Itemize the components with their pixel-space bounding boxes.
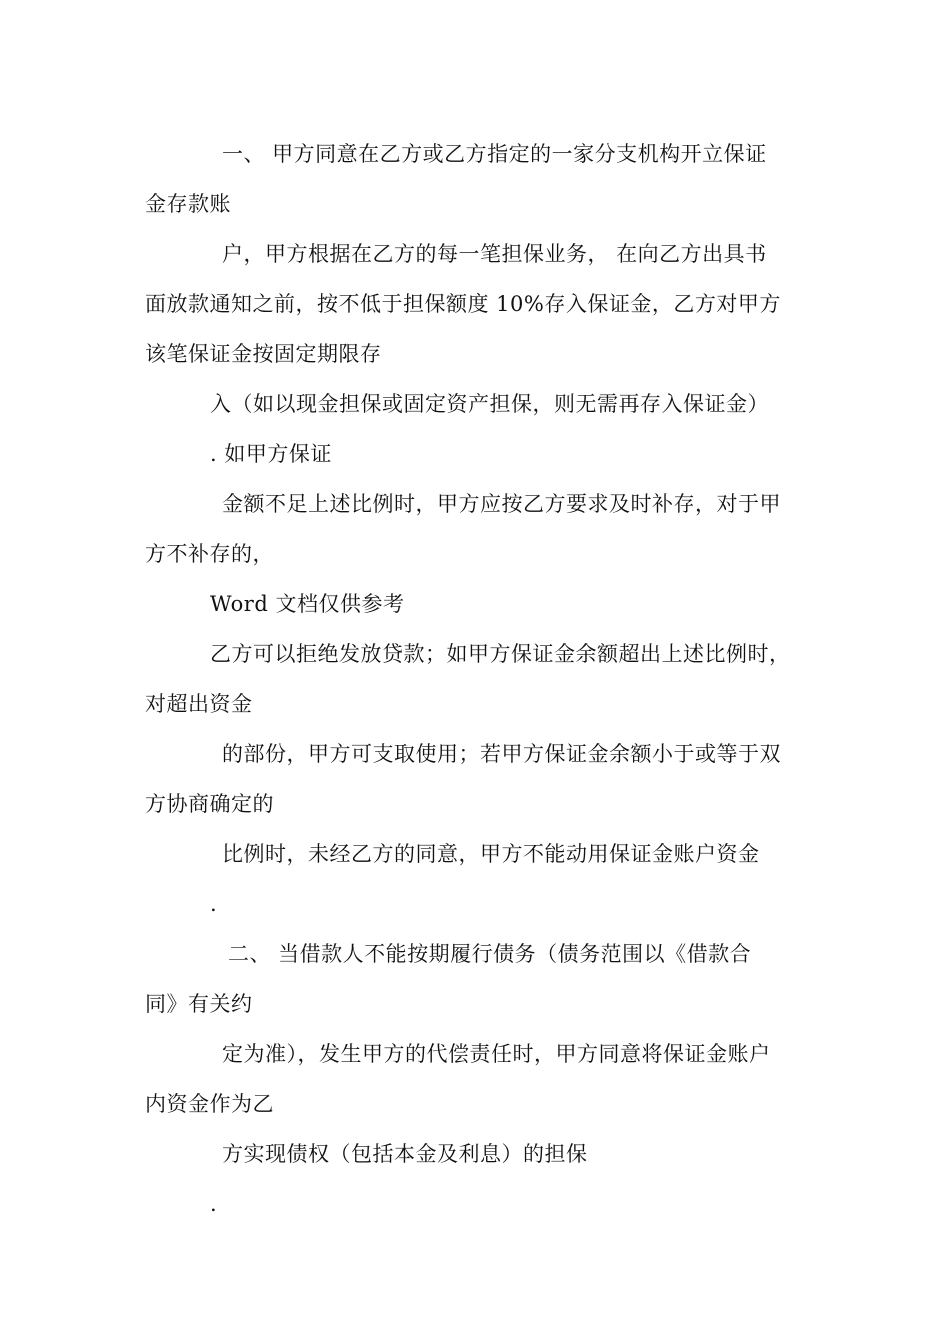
text-line: 对超出资金	[145, 692, 253, 716]
text-line: 该笔保证金按固定期限存	[145, 342, 382, 366]
text-line: 面放款通知之前，按不低于担保额度 10%存入保证金，乙方对甲方	[145, 292, 781, 316]
clause-1-heading-line: 一、 甲方同意在乙方或乙方指定的一家分支机构开立保证	[222, 142, 767, 166]
period-line: .	[210, 1192, 218, 1216]
watermark-note: Word 文档仅供参考	[210, 592, 405, 616]
period-line: .	[210, 892, 218, 916]
text-line: 方实现债权（包括本金及利息）的担保	[222, 1142, 588, 1166]
text-line: . 如甲方保证	[210, 442, 332, 466]
text-line: 的部份，甲方可支取使用；若甲方保证金余额小于或等于双	[222, 742, 781, 766]
text-line: 同》有关约	[145, 992, 253, 1016]
clause-2-heading-line: 二、 当借款人不能按期履行债务（债务范围以《借款合	[228, 942, 752, 966]
text-line: 比例时，未经乙方的同意，甲方不能动用保证金账户资金	[222, 842, 760, 866]
text-line: 定为准），发生甲方的代偿责任时，甲方同意将保证金账户	[222, 1042, 771, 1066]
text-line: 金额不足上述比例时，甲方应按乙方要求及时补存，对于甲	[222, 492, 781, 516]
text-line: 内资金作为乙	[145, 1092, 274, 1116]
text-line: 方不补存的，	[145, 542, 274, 566]
text-line: 户，甲方根据在乙方的每一笔担保业务， 在向乙方出具书	[222, 242, 767, 266]
text-line: 入（如以现金担保或固定资产担保，则无需再存入保证金）	[210, 392, 769, 416]
text-line: 方协商确定的	[145, 792, 274, 816]
text-line: 乙方可以拒绝发放贷款；如甲方保证金余额超出上述比例时，	[210, 642, 791, 666]
text-line: 金存款账	[145, 192, 231, 216]
